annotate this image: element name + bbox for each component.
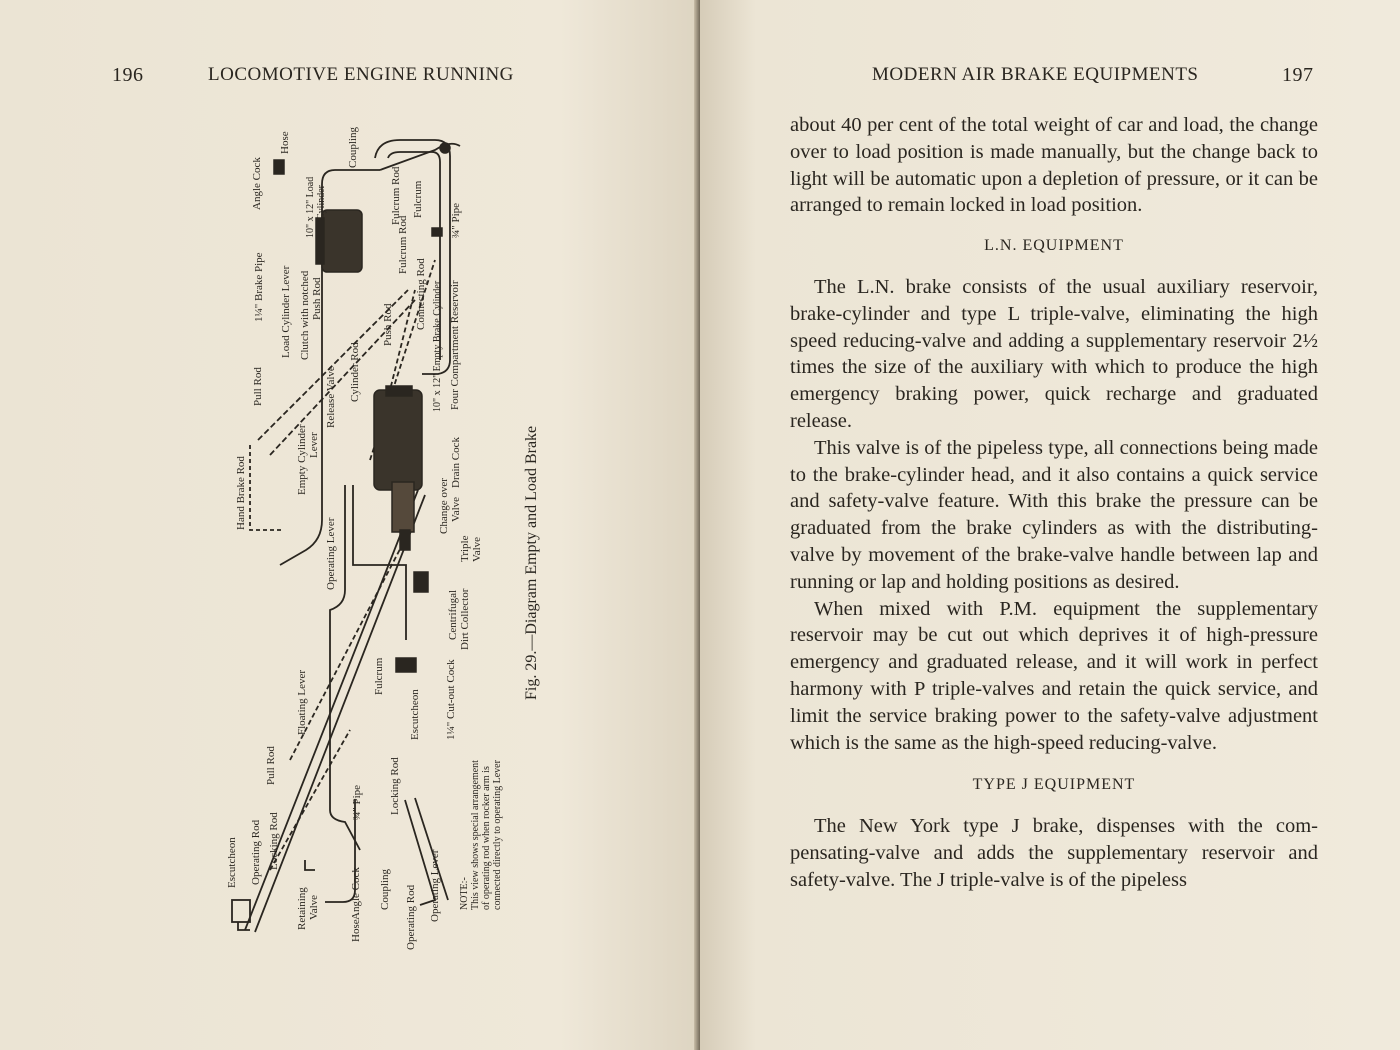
label-pipe-34-low: ¾" Pipe: [351, 784, 363, 820]
label-pull-rod-top: Pull Rod: [252, 367, 264, 406]
label-coupling-top: Coupling: [347, 127, 359, 168]
label-fulcrum-rod: Fulcrum Rod: [390, 166, 402, 225]
label-empty-cyl-lever-1: Empty Cylinder: [296, 424, 308, 495]
running-head-left: LOCOMOTIVE ENGINE RUNNING: [208, 64, 514, 85]
label-operating-rod-low: Operating Rod: [250, 819, 262, 885]
label-locking-rod-mid: Locking Rod: [389, 757, 401, 815]
brake-diagram: [210, 110, 580, 970]
label-hand-brake-rod: Hand Brake Rod: [235, 456, 247, 530]
label-fulcrum-top: Fulcrum: [412, 180, 424, 218]
paragraph-type-j: The New York type J brake, dispenses with the compensating-valve and adds the supplementary reservoir and safety-valve. The J triple-valve is of the pipeless: [790, 815, 1318, 891]
load-cylinder: [322, 210, 362, 272]
label-fulcrum-rod-2: Fulcrum Rod: [397, 215, 409, 274]
label-release-valve: Release Valve: [325, 366, 337, 428]
brake-diagram-figure: [210, 110, 580, 970]
heading-type-j: TYPE J EQUIPMENT: [972, 776, 1136, 794]
label-push-rod: Push Rod: [382, 303, 394, 346]
label-retaining-2: Valve: [308, 894, 320, 920]
label-clutch-1: Clutch with notched: [299, 270, 311, 360]
label-four-compartment: Four Compartment Reservoir: [449, 280, 461, 410]
label-angle-cock-top: Angle Cock: [251, 157, 263, 210]
label-change-over-2: Valve: [450, 496, 462, 522]
label-cut-out-cock: 1¼" Cut-out Cock: [445, 659, 457, 740]
right-page-body: [790, 112, 1318, 894]
label-note-4: connected directly to operating Lever: [492, 760, 503, 910]
label-brake-pipe: 1¼" Brake Pipe: [253, 252, 265, 322]
label-load-cylinder-1: 10" x 12" Load: [305, 176, 316, 238]
label-coupling-low: Coupling: [379, 869, 391, 910]
label-clutch-2: Push Rod: [311, 277, 323, 320]
label-note-1: NOTE:-: [459, 877, 470, 910]
label-note-2: This view shows special arrangement: [470, 760, 481, 910]
label-load-cylinder-lever: Load Cylinder Lever: [280, 265, 292, 358]
label-retaining-1: Retaining: [296, 887, 308, 930]
dirt-collector: [414, 572, 428, 592]
label-cylinder-rod: Cylinder Rod: [349, 342, 361, 402]
label-drain-cock: Drain Cock: [450, 436, 462, 488]
label-triple-valve-1: Triple: [459, 535, 471, 562]
label-centrifugal-1: Centrifugal: [447, 589, 459, 640]
empty-brake-cylinder: [374, 390, 422, 490]
label-pipe-34-top: ¾" Pipe: [450, 202, 462, 238]
label-centrifugal-2: Dirt Collector: [459, 588, 471, 650]
label-note-3: of operating rod when rocker arm is: [481, 766, 492, 910]
paragraph-ln-brake: The L.N. brake consists of the usual auxiliary reservoir, brake-cylinder and type L triple-valve, eliminating the high speed reducing-valve and adding a supplementary reservoir 2½ times the size of the auxiliary with which to produce the high emergency braking power, quick recharge and graduated release.: [790, 275, 1318, 432]
label-hose-low: Hose: [350, 919, 362, 942]
label-load-cylinder-2: Cylinder: [316, 185, 327, 220]
page-number-right: 197: [1282, 64, 1314, 86]
label-empty-cyl-lever-2: Lever: [308, 432, 320, 458]
paragraph-intro: about 40 per cent of the total weight of car and load, the change over to load position is made manually, but the change back to light will be automatic upon a depletion of pressure, or it can be arranged to remain locked in load position.: [790, 114, 1318, 217]
label-hose-top: Hose: [279, 131, 291, 154]
label-triple-valve-2: Valve: [471, 536, 483, 562]
label-change-over-1: Change over: [438, 478, 450, 534]
label-angle-cock-low: Angle Cock: [350, 867, 362, 920]
heading-ln-equipment: L.N. EQUIPMENT: [984, 237, 1124, 255]
label-operating-lever-low: Operating Lever: [429, 849, 441, 922]
label-pull-rod-low: Pull Rod: [265, 746, 277, 785]
label-empty-brake-cylinder: 10" x 12" Empty Brake Cylinder: [432, 280, 443, 412]
label-escutcheon-low: Escutcheon: [226, 837, 238, 888]
running-head-right: MODERN AIR BRAKE EQUIPMENTS: [872, 64, 1199, 85]
label-connecting-rod: Connecting Rod: [415, 258, 427, 330]
label-floating-lever: Floating Lever: [296, 669, 308, 735]
label-escutcheon-mid: Escutcheon: [409, 689, 421, 740]
paragraph-pipeless: This valve is of the pipeless type, all connections being made to the brake-cylinder head, and it also contains a quick service and safety-valve feature. With this brake the pressure can be graduated from the brake cylinders as with the distributing-valve by movement of the brake-valve handle between lap and running or lap and holding positions as desired.: [790, 436, 1318, 593]
paragraph-mixed-pm: When mixed with P.M. equipment the supplementary reservoir may be cut out which deprives it of high-pressure emergency and graduated release, and it will work in perfect harmony with P triple-valves and retain the quick service, and limit the service braking power to the safety-valve adjustment which is the same as the high-speed reducing-valve.: [790, 597, 1318, 754]
figure-caption: Fig. 29.—Diagram Empty and Load Brake: [523, 425, 540, 700]
page-number-left: 196: [112, 64, 144, 86]
label-operating-lever-mid: Operating Lever: [325, 517, 337, 590]
label-operating-rod-2: Operating Rod: [405, 884, 417, 950]
label-fulcrum-low: Fulcrum: [373, 657, 385, 695]
label-locking-rod-low: Locking Rod: [268, 812, 280, 870]
